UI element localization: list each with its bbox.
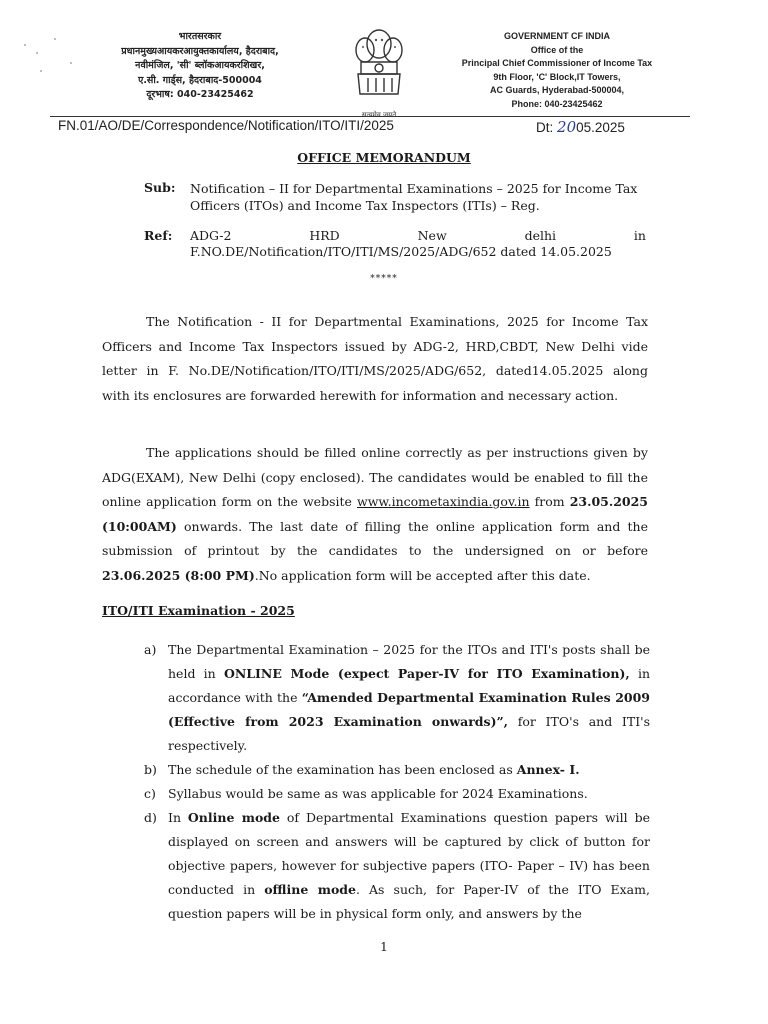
paragraph-2 [102, 441, 648, 588]
file-number: FN.01/AO/DE/Correspondence/Notification/ITO/ITI/2025 [58, 118, 394, 133]
item-text: The Departmental Examination – 2025 for the ITOs and ITI's posts shall be held in [168, 642, 650, 681]
section-heading: ITO/ITI Examination - 2025 [102, 603, 295, 618]
english-line: Phone: 040-23425462 [511, 98, 603, 109]
english-line: 9th Floor, 'C' Block,IT Towers, [493, 71, 621, 82]
hindi-line: भारतसरकार [178, 31, 222, 42]
item-text: The schedule of the examination has been enclosed as [168, 762, 517, 777]
paragraph-2-text: onwards. The last date of filling the online application form and the submission of printout by the candidates to the undersigned on or before [102, 518, 648, 558]
hindi-line: दूरभाष: 040-23425462 [146, 89, 254, 100]
document-title: OFFICE MEMORANDUM [297, 150, 471, 165]
paragraph-1-text: The Notification - II for Departmental Examinations, 2025 for Income Tax Officers and Income Tax Inspectors issued by ADG-2, HRD,CBDT, New Delhi vide letter in F. No.DE/Notification/ITO/ITI/MS/2025/ADG/652, dated14.05.2025 along with its enclosures are forwarded herewith for information and necessary action. [102, 314, 648, 403]
page-number: 1 [380, 940, 388, 954]
item-bold-text: Online mode [187, 810, 280, 825]
reference-word: in [633, 228, 646, 243]
paragraph-2-text: from [529, 494, 570, 509]
item-bold-text: offline mode [264, 882, 356, 897]
reference-word: delhi [524, 228, 557, 243]
item-bold-text: “Amended Departmental Examination Rules 2009 (Effective from 2023 Examination onwards)”, [168, 690, 650, 729]
paragraph-2-text: The applications should be filled online correctly as per instructions given by ADG(EXAM), New Delhi (copy enclosed). The candidates would be enabled to fill the online application form on the website [102, 445, 648, 509]
item-text: . As such, for Paper-IV of the ITO Exam, question papers will be in physical form only, and answers by the [168, 882, 650, 921]
item-text: In [168, 810, 188, 825]
subject-label: Sub: [144, 180, 176, 195]
list-item [144, 758, 650, 782]
reference-line-1 [190, 228, 646, 243]
list-marker: c) [144, 786, 156, 801]
item-text: in accordance with the [168, 666, 650, 705]
subject-text: Notification – II for Departmental Examinations – 2025 for Income Tax Officers (ITOs) and Income Tax Inspectors (ITIs) – Reg. [190, 181, 638, 213]
item-bold-text: Annex- I. [516, 762, 580, 777]
hindi-line: ए.सी. गार्ड्स, हैदराबाद-500004 [138, 74, 262, 86]
list-marker: a) [144, 642, 157, 657]
reference-word: HRD [309, 228, 340, 243]
document-date [536, 118, 625, 136]
reference-line-2: F.NO.DE/Notification/ITO/ITI/MS/2025/ADG/652 dated 14.05.2025 [190, 244, 612, 259]
list-item [144, 638, 650, 758]
header-divider [50, 116, 690, 117]
last-date: 23.06.2025 (8:00 PM) [102, 567, 255, 583]
english-line: AC Guards, Hyderabad-500004, [489, 85, 625, 95]
start-date: 23.05.2025 (10:00AM) [102, 494, 648, 534]
national-emblem-icon [348, 22, 410, 120]
english-line: Office of the [530, 44, 584, 55]
reference-word: ADG-2 [190, 228, 232, 243]
hindi-line: प्रधानमुख्यआयकरआयुक्तकार्यालय, हैदराबाद, [121, 45, 279, 57]
website-link[interactable]: www.incometaxindia.gov.in [357, 494, 530, 509]
item-text: for ITO's and ITI's respectively. [168, 714, 650, 753]
reference-label: Ref: [144, 228, 173, 243]
reference-word: New [417, 228, 447, 243]
list-item [144, 782, 650, 806]
hindi-line: नवीमंजिल, 'सी' ब्लॉकआयकरशिखर, [135, 60, 265, 71]
separator: ***** [370, 274, 398, 284]
paragraph-1 [102, 310, 648, 408]
list-item [144, 806, 650, 926]
item-text: of Departmental Examinations question papers will be displayed on screen and answers will be captured by click of button for objective papers, however for subjective papers (ITO- Paper – IV) has been conducted in [168, 810, 650, 897]
list-marker: b) [144, 762, 157, 777]
hindi-office-address [70, 30, 330, 103]
examination-points-list [144, 638, 650, 926]
english-office-address [452, 30, 662, 111]
paragraph-2-text: .No application form will be accepted after this date. [254, 567, 591, 583]
date-month-year: 05.2025 [576, 120, 625, 135]
english-line: Principal Chief Commissioner of Income Tax [461, 58, 653, 68]
item-text: Syllabus would be same as was applicable for 2024 Examinations. [168, 786, 588, 801]
list-marker: d) [144, 810, 157, 825]
english-line: GOVERNMENT CF INDIA [503, 31, 610, 41]
item-bold-text: ONLINE Mode (expect Paper-IV for ITO Examination), [223, 666, 630, 681]
handwritten-day: 20 [557, 118, 577, 136]
date-label: Dt: [536, 120, 554, 135]
emblem-motto: सत्यमेव जयते [361, 111, 397, 119]
